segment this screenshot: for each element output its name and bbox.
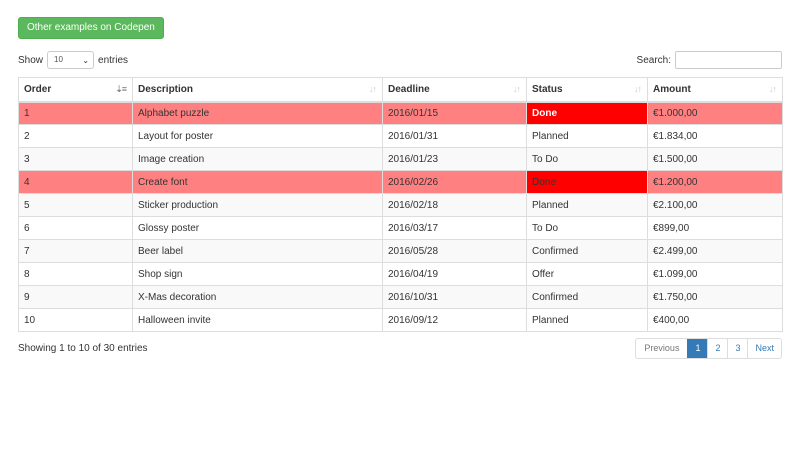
pagination-previous[interactable]: Previous <box>644 343 680 353</box>
cell-amount: €1.200,00 <box>648 171 783 194</box>
cell-description: Create font <box>133 171 383 194</box>
cell-amount: €400,00 <box>648 309 783 332</box>
cell-status: Planned <box>527 194 648 217</box>
cell-order: 6 <box>19 217 133 240</box>
pagination-next[interactable]: Next <box>747 339 781 358</box>
cell-description: Glossy poster <box>133 217 383 240</box>
cell-amount: €1.099,00 <box>648 263 783 286</box>
cell-amount: €2.100,00 <box>648 194 783 217</box>
orders-table <box>18 77 783 332</box>
search-control <box>637 51 782 69</box>
pagination-page-2[interactable]: 2 <box>707 339 727 358</box>
codepen-examples-button[interactable]: Other examples on Codepen <box>18 17 164 39</box>
cell-description: Sticker production <box>133 194 383 217</box>
length-control <box>18 51 128 69</box>
cell-status: To Do <box>527 217 648 240</box>
column-header-amount[interactable] <box>648 78 783 102</box>
cell-deadline: 2016/02/18 <box>383 194 527 217</box>
cell-amount: €1.500,00 <box>648 148 783 171</box>
sort-icon: ↓↑ <box>634 84 641 94</box>
table-header-row <box>19 78 783 102</box>
cell-order: 10 <box>19 309 133 332</box>
show-label: Show <box>18 54 44 66</box>
table-row[interactable] <box>19 217 783 240</box>
column-header-description[interactable] <box>133 78 383 102</box>
cell-order: 4 <box>19 171 133 194</box>
table-row[interactable] <box>19 286 783 309</box>
cell-deadline: 2016/03/17 <box>383 217 527 240</box>
column-header-label: Description <box>138 83 194 95</box>
column-header-status[interactable] <box>527 78 648 102</box>
entries-select[interactable] <box>47 51 94 69</box>
table-row[interactable] <box>19 148 783 171</box>
column-header-label: Deadline <box>388 83 430 95</box>
search-label: Search: <box>636 54 671 66</box>
cell-amount: €1.834,00 <box>648 125 783 148</box>
cell-amount: €1.750,00 <box>648 286 783 309</box>
cell-deadline: 2016/05/28 <box>383 240 527 263</box>
cell-description: X-Mas decoration <box>133 286 383 309</box>
column-header-label: Status <box>532 83 563 95</box>
cell-status: Offer <box>527 263 648 286</box>
search-input[interactable] <box>675 51 782 69</box>
cell-status: Done <box>527 102 648 125</box>
table-row[interactable] <box>19 194 783 217</box>
table-row[interactable] <box>19 309 783 332</box>
cell-deadline: 2016/01/31 <box>383 125 527 148</box>
entries-select-value: 10 <box>54 55 63 64</box>
cell-order: 5 <box>19 194 133 217</box>
column-header-label: Order <box>24 83 52 95</box>
sort-icon: ↓↑ <box>513 84 520 94</box>
cell-order: 2 <box>19 125 133 148</box>
cell-deadline: 2016/01/15 <box>383 102 527 125</box>
cell-order: 7 <box>19 240 133 263</box>
cell-amount: €1.000,00 <box>648 102 783 125</box>
cell-amount: €899,00 <box>648 217 783 240</box>
sort-icon: ↓↑ <box>369 84 376 94</box>
cell-deadline: 2016/01/23 <box>383 148 527 171</box>
table-row[interactable] <box>19 171 783 194</box>
cell-order: 1 <box>19 102 133 125</box>
cell-deadline: 2016/02/26 <box>383 171 527 194</box>
cell-status: To Do <box>527 148 648 171</box>
cell-amount: €2.499,00 <box>648 240 783 263</box>
pagination-page-3[interactable]: 3 <box>727 339 747 358</box>
cell-description: Beer label <box>133 240 383 263</box>
cell-status: Planned <box>527 309 648 332</box>
entries-label: entries <box>98 54 129 66</box>
sort-ascending-icon: ⇣≡ <box>115 84 126 94</box>
sort-icon: ↓↑ <box>769 84 776 94</box>
table-row[interactable] <box>19 102 783 125</box>
cell-description: Alphabet puzzle <box>133 102 383 125</box>
cell-description: Halloween invite <box>133 309 383 332</box>
cell-deadline: 2016/10/31 <box>383 286 527 309</box>
cell-status: Confirmed <box>527 286 648 309</box>
cell-description: Image creation <box>133 148 383 171</box>
table-row[interactable] <box>19 263 783 286</box>
column-header-label: Amount <box>653 83 691 95</box>
cell-order: 3 <box>19 148 133 171</box>
table-row[interactable] <box>19 125 783 148</box>
cell-status: Confirmed <box>527 240 648 263</box>
cell-order: 8 <box>19 263 133 286</box>
cell-description: Layout for poster <box>133 125 383 148</box>
pagination-page-1[interactable]: 1 <box>687 339 707 358</box>
chevron-down-icon: ⌄ <box>82 56 90 65</box>
cell-status: Done <box>527 171 648 194</box>
cell-deadline: 2016/04/19 <box>383 263 527 286</box>
cell-order: 9 <box>19 286 133 309</box>
table-row[interactable] <box>19 240 783 263</box>
cell-description: Shop sign <box>133 263 383 286</box>
pagination <box>635 338 782 359</box>
column-header-deadline[interactable] <box>383 78 527 102</box>
cell-deadline: 2016/09/12 <box>383 309 527 332</box>
table-info: Showing 1 to 10 of 30 entries <box>18 343 148 354</box>
column-header-order[interactable] <box>19 78 133 102</box>
cell-status: Planned <box>527 125 648 148</box>
